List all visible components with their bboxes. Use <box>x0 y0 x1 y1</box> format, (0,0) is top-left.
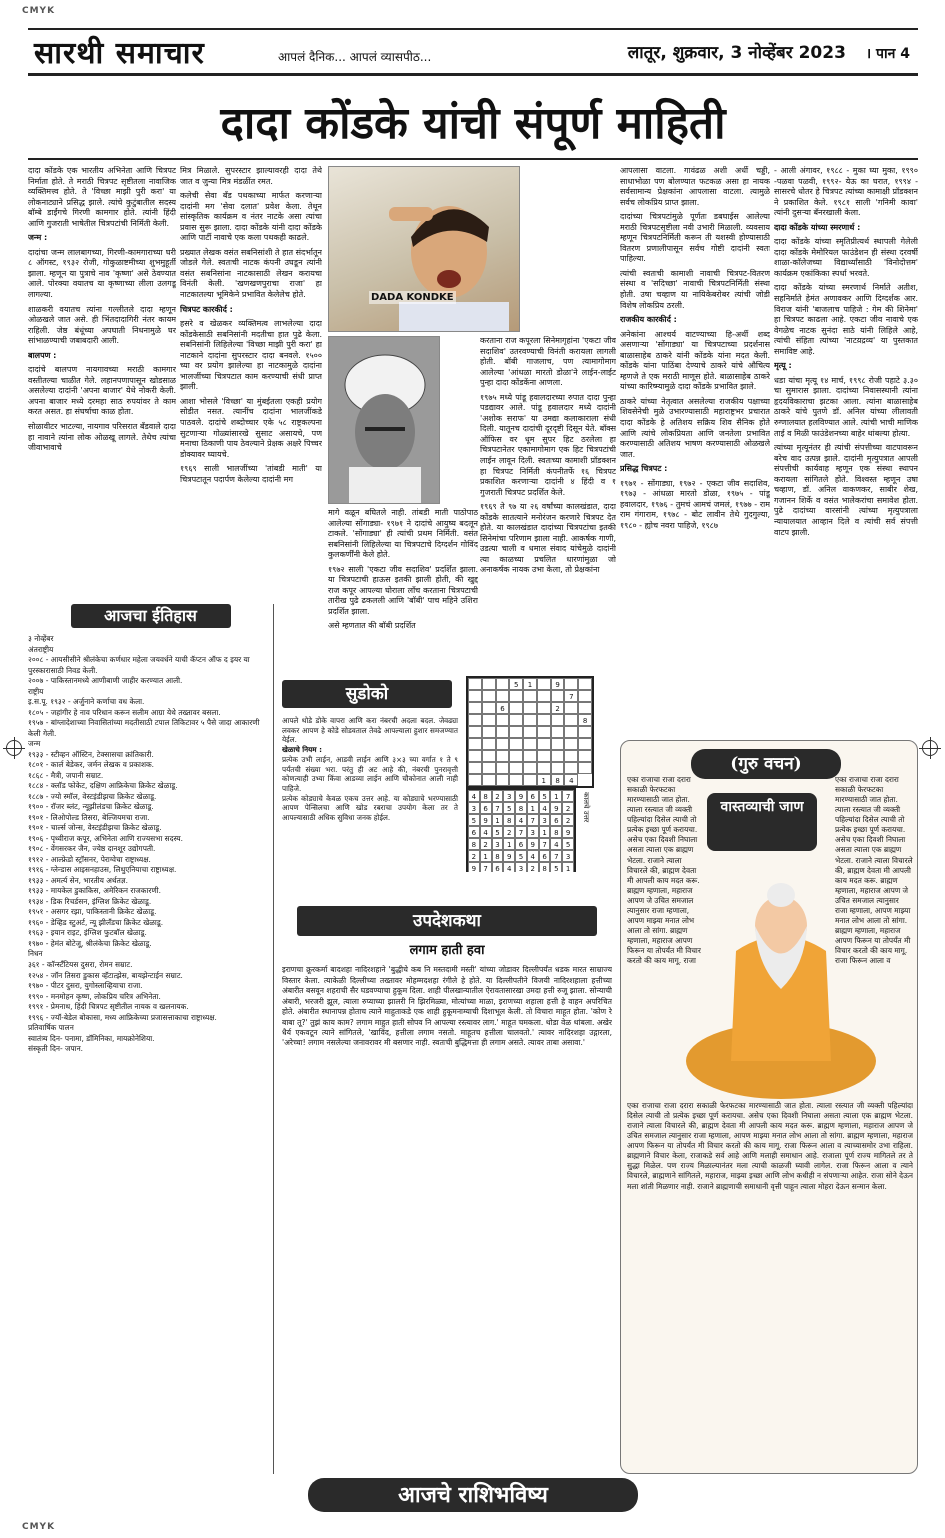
sudoku-cell[interactable] <box>496 750 510 762</box>
sudoku-cell: 1 <box>550 790 562 802</box>
paragraph: हसरे व खेळकर व्यक्तिमत्व लाभलेल्या दादा कोंडकेसाठी सबनिसांनी मदतीचा हात पुढे केला. सबनिसांनी लिहिलेल्या 'विच्छा माझी पुरी करा' हा नाटकाने दादांना सुपरस्टार दादा बनवले. १५०० च्या वर प्रयोग झालेल्या हा नाटकामुळे दादांना भालजींच्या चित्रपटात काम करण्याची संधी प्राप्त झाली. <box>180 319 322 392</box>
itihas-line: १९९६ - ज्यॉ-बेडेल बोकासा, मध्य आफ्रिकेच्या प्रजासत्ताकाचा राष्ट्राध्यक्ष. <box>28 1012 217 1022</box>
guru-text: एका राजाचा राजा दरारा सकाळी फेरफटका मारण्यासाठी जात होता. त्याला रस्त्यात जी व्यक्ती पहिल्यांदा दिसेल त्याची तो प्रत्येक इच्छा पूर्ण करायचा. असेच एका दिवशी निघाला असता त्याला एक ब्राह्मण भेटला. राजाने त्याला विचारले की, ब्राह्मण देवता मी आपली काय मदत करू. ब्राह्मण म्हणाला, महाराज आपण जे उचित समजाल त्यानुसार राजा म्हणाला, आपण माझ्या मनात लोभ आला तो सांगा. ब्राह्मण म्हणाला, महाराज आपण फिरून या तोपर्यंत मी विचार करतो की काय मागू. राजा <box>627 775 701 965</box>
subheading: मृत्यू : <box>774 361 792 371</box>
paragraph: दादा कोंडके यांच्या स्मृतिप्रीत्यर्थ स्थापली गेलेली दादा कोंडके मेमोरियल फाउंडेशन ही संस्था दरवर्षी शाळा-कॉलेजच्या विद्यार्थ्यांसाठी 'विनोदोत्तम' कार्यक्रम एकांकिका स्पर्धा भरवते. <box>774 237 918 278</box>
subheading: राजकीय कारकीर्द : <box>620 315 677 325</box>
itihas-line: १९०० - रॉजर ब्लंट, न्यूझीलंडचा क्रिकेट खेळाडू. <box>28 802 154 812</box>
sudoku-cell: 6 <box>550 814 562 826</box>
sudoku-cell[interactable] <box>523 702 537 714</box>
sudoku-cell[interactable] <box>523 714 537 726</box>
sudoku-cell[interactable]: 7 <box>564 690 578 702</box>
sudoku-cell[interactable] <box>551 726 565 738</box>
paragraph: अनेकांना आश्चर्य वाटण्याच्या हि-अर्थी शब्द असणाऱ्या 'सोंगाड्या' या चित्रपटाच्या प्रदर्शनास बाळासाहेब ठाकरे यांनी कोंडके यांना मदत केली. कोंडके यांना पाठिंबा देण्याचे ठाकरे यांचे औचित्य म्हणजे ते एक मराठी माणूस होते. बाळासाहेब ठाकरे यांच्या कारिष्म्यामुळे दादा कोंडके प्रभावित झाले. <box>620 329 770 392</box>
sudoku-cell[interactable]: 8 <box>578 714 592 726</box>
sudoku-cell[interactable] <box>537 738 551 750</box>
sudoku-cell: 5 <box>550 862 562 872</box>
sudoku-cell: 6 <box>515 838 527 850</box>
paragraph: - आली अंगावर, १९८८ - मुका घ्या मुका, १९९० -पळवा पळवी, १९९२- येऊ का घरात, १९९४ - सासरचे धोतर हे चित्रपट त्यांच्या कामाक्षी प्रॉडक्शन ने प्रकाशित केले. १९८१ साली 'गनिमी कावा' त्यांनी दुसऱ्या बॅनरखाली केला. <box>774 166 918 218</box>
guru-vachan-section <box>620 740 918 1474</box>
rashi-title: आजचे राशिभविष्य <box>308 1478 638 1512</box>
sudoku-cell: 6 <box>492 862 504 872</box>
sudoku-cell[interactable]: 6 <box>496 702 510 714</box>
sudoku-cell: 9 <box>527 838 539 850</box>
itihas-line: १९३३ - मायकेल डुकाकिस, अमेरिकन राजकारणी. <box>28 886 161 896</box>
paragraph: दादा कोंडके एक भारतीय अभिनेता आणि चित्रपट निर्माता होते. ते मराठी चित्रपट सृष्टीतला नावाजिक व्यक्तिमत्त्व होते. ते 'विच्छा माझी पुरी करा' या लोकनाट्याने प्रसिद्ध झाले. त्यांचे कुटुंबातील सदस्य बॉम्बे डाईंगचे गिरणी कामगार होते. त्यांनी हिंदी आणि गुजराती भाषेतील चित्रपटांची निर्मिती केली. <box>28 166 176 228</box>
sudoku-cell[interactable] <box>468 690 482 702</box>
itihas-line: राष्ट्रीय <box>28 686 44 696</box>
sudoku-cell[interactable] <box>564 750 578 762</box>
sudoku-cell[interactable] <box>537 702 551 714</box>
sudoku-cell: 3 <box>539 814 551 826</box>
itihas-line: २००७ - पाकिस्तानमध्ये आणीबाणी जाहीर करण्यात आली. <box>28 676 183 686</box>
photo-dada-kondke-smiling <box>328 166 520 332</box>
updesh-title: उपदेशकथा <box>297 906 597 936</box>
sudoku-cell[interactable] <box>509 702 523 714</box>
sudoku-cell[interactable] <box>482 714 496 726</box>
sudoku-cell: 3 <box>468 802 480 814</box>
paragraph: १९७२ साली 'एकटा जीव सदाशिव' प्रदर्शित झाला. या चित्रपटाची हाऊस इतकी झाली होती, की खुद्द राज कपूर आपल्या घोराला लाँच करताना चित्रपटाची तारीख पुढे ढकलली आणि 'बॉबी' पाच महिने उशिरा प्रदर्शित झाला. <box>328 564 478 616</box>
itihas-line: १८६८ - मैत्री, जपानी सम्राट. <box>28 770 104 780</box>
paragraph: त्यांची स्वतःची कामाशी नावाची चित्रपट-वितरण संस्था व 'सदिच्छा' नावाची चित्रपटनिर्मिती संस्था होती. उषा चव्हाण या नायिकेबरोबर त्यांची जोडी विशेष लोकप्रिय ठरली. <box>620 268 770 310</box>
paragraph: आशा भोसले 'विच्छा' या मुंबईतला एकही प्रयोग सोडीत नसत. त्यानींच दादांना भालजींकडे पाठवले. दादांचे शब्दोच्चार एके ५८ राष्ट्रकल्पना सुटणाऱ्या गोळ्यांसारखे सुसाट असायचे, पण मनाचा ठिकाणी पाय ठेवल्याने प्रेक्षक अक्षरे पिच्चर डोक्यावर घ्यायचे. <box>180 396 322 459</box>
itihas-line: अंतराष्ट्रीय <box>28 644 54 654</box>
portrait-illustration <box>329 167 520 332</box>
guru-title: (गुरु वचन) <box>691 749 841 779</box>
sudoku-cell: 8 <box>515 802 527 814</box>
sudoku-cell[interactable] <box>551 750 565 762</box>
sudoku-cell[interactable] <box>551 714 565 726</box>
masthead <box>28 28 918 76</box>
sudoku-cell: 5 <box>539 790 551 802</box>
rashi-header <box>28 1478 918 1518</box>
itihas-line: १९५७ - बांग्लादेशाच्या निवासितांच्या मदतीसाठी टपाल तिकिटावर ५ पैसे जादा आकारणी केली गेली. <box>28 718 260 738</box>
paragraph: १९७१ - सोंगाड्या, १९७२ - एकटा जीव सदाशिव, १९७३ - आंधळा मारतो डोळा, १९७५ - पांडू हवालदार, १९७६ - तुमचं आमचं जमलं, १९७७ - राम राम गंगाराम, १९७८ - बोट लावीन तेथे गुदगुल्या, १९८० - ह्योच नवरा पाहिजे, १९८७ <box>620 478 770 530</box>
subheading: बालपण : <box>28 350 57 360</box>
photo-caption: DADA KONDKE <box>371 292 454 303</box>
sudoku-cell[interactable] <box>523 738 537 750</box>
sudoku-cell: 4 <box>480 826 492 838</box>
sudoku-cell: 8 <box>550 826 562 838</box>
itihas-line: ३६१ - कॉन्स्टँटियस दुसरा, रोमन सम्राट. <box>28 959 133 969</box>
sudoku-cell[interactable] <box>509 762 523 774</box>
sudoku-cell: 4 <box>468 790 480 802</box>
paragraph: करताना राज कपूरला सिनेमागृहांना 'एकटा जीव सदाशिव' उतरवण्याची विनंती करायला लागली होती. बॉबी गाजलाच, पण त्यामागोमाग आलेल्या 'आंधळा मारतो डोळा'ने लाईन-लाईट पुन्हा दादा कोंडकेंना आणला. <box>480 336 616 388</box>
sudoku-cell: 2 <box>562 814 574 826</box>
sudoku-cell: 9 <box>503 850 515 862</box>
sudoku-cell: 3 <box>503 790 515 802</box>
sudoku-cell: 7 <box>562 790 574 802</box>
sudoku-cell[interactable] <box>468 714 482 726</box>
sudoku-cell[interactable] <box>578 750 592 762</box>
sudoku-cell[interactable] <box>496 762 510 774</box>
dateline <box>628 42 910 64</box>
sudoku-cell: 2 <box>527 862 539 872</box>
sudoku-cell[interactable] <box>551 762 565 774</box>
updesh-section <box>282 906 612 1474</box>
itihas-line: संस्कृती दिन- जपान. <box>28 1044 84 1054</box>
sudoku-cell[interactable] <box>523 762 537 774</box>
sudoku-cell[interactable]: 9 <box>551 678 565 690</box>
paragraph: मागे वळून बघितले नाही. तांबडी माती पाठोपाठ आलेल्या सोंगाड्या- १९७१ ने दादांचे आयुष्य बदलून टाकले. 'सोंगाड्या' ही त्यांची प्रथम निर्मिती. वसंत सबनिसांनी लिहिलेल्या या चित्रपटाचे दिग्दर्शन गोविंद कुलकर्णींनी केले होते. <box>328 508 478 560</box>
sudoku-cell: 1 <box>480 850 492 862</box>
sudoku-cell[interactable] <box>468 738 482 750</box>
guru-text: एका राजाचा राजा दरारा सकाळी फेरफटका मारण्यासाठी जात होता. त्याला रस्त्यात जी व्यक्ती पहिल्यांदा दिसेल त्याची तो प्रत्येक इच्छा पूर्ण करायचा. असेच एका दिवशी निघाला असता त्याला एक ब्राह्मण भेटला. राजाने त्याला विचारले की, ब्राह्मण देवता मी आपली काय मदत करू. ब्राह्मण म्हणाला, महाराज आपण जे उचित समजाल त्यानुसार राजा म्हणाला, आपण माझ्या मनात लोभ आला तो सांगा. ब्राह्मण म्हणाला, महाराज आपण फिरून या तोपर्यंत मी विचार करतो की काय मागू. राजा फिरून आला व <box>835 775 913 965</box>
paragraph: मित्र मिळाले. सुपरस्टार झाल्यावरही दादा तेथे जात व जुन्या मित्र मंडळींत रमत. <box>180 166 322 186</box>
sudoku-cell: 9 <box>562 826 574 838</box>
sudoku-cell[interactable] <box>482 678 496 690</box>
paragraph: शाळकरी वयातच त्यांना गल्लीतले दादा म्हणून ओळखले जात असे. ही भिंतदादागिरी नंतर कायम राहिली. जेष्ठ बंधूंच्या अपघाती निधनामुळे घर सांभाळण्याची जबाबदारी आली. <box>28 304 176 346</box>
sudoku-cell: 8 <box>480 790 492 802</box>
cmyk-mark-bottom: CMYK <box>22 1522 56 1532</box>
sudoku-cell[interactable]: 5 <box>509 678 523 690</box>
article-col-1 <box>28 166 176 600</box>
sudoku-cell: 5 <box>562 838 574 850</box>
sudoku-cell: 7 <box>550 850 562 862</box>
sudoku-cell[interactable]: 2 <box>551 702 565 714</box>
sudoku-cell: 7 <box>515 826 527 838</box>
updesh-text: इराणचा क्रूरकर्मा बादशहा नादिरशहाने 'बुद्धीचे कब नि मस्तदामी मस्ती' यांच्या जोडावर दिल्लीपर्यंत धडक मारत साम्राज्य विस्तार केला. त्याकेळी दिल्लीच्या तख्तावर मोहम्मदशहा रंगीले हे होते. या दिल्लीपतीने विजयी नादिरशहाला हत्तीच्या अंबारीत बसवून शहराची सैर घडवण्याचा हुकूम दिला. शाही पीलखान्यातील ऐरावतासारखा उमदा हत्ती रुजू झाला. सोन्याची अंबारी, भरजरी झूल, त्याला रुप्याच्या झालरी नि झिरमिळ्या, मोत्यांच्या माळा, इराणच्या शहाला हत्ती हे वाहन अपरिचित होते. अंबारीत स्थानापन्न होताच त्याने माहुताकडे एक शाही हुकूमनाम्याची दिशाभूल केली. तो विचारा माहूत होता. 'कोण रे बाबा तू?' तुझं काय काम? लगाम माहुत हाती सोपव नि आपल्या रस्त्यावर लाग.' माहूत चमकला. थोडा वेळ थांबला. अखेर धैर्य एकवटून त्याने सांगितले, 'खाविंद, हत्तीला लगाम नसतो. माहूतच हत्तीला चालवतो.' त्यावर नादिरशहा उद्गारला, 'अरेच्चा! लगाम नसलेल्या जनावरावर मी बसणार नाही. स्वतःची बुद्धिमत्ता ही लगाम असते. त्यावर ताबा असावा.' <box>282 965 612 1048</box>
sudoku-cell: 5 <box>492 826 504 838</box>
sudoku-cell[interactable] <box>482 738 496 750</box>
sudoku-cell: 6 <box>527 790 539 802</box>
paragraph: त्यांच्या मृत्यूनंतर ही त्यांची संपत्तीच्या वाटपावरून बरेच वाद उत्पन्न झाले. दादांनी मृत्युपत्रात आपली संपत्तीची कार्यवाह म्हणून एक संस्था स्थापन करायला सांगितले होते. विश्वस्त म्हणून उषा चव्हाण, डॉ. अनिल वाकणकर, साबीर शेख, गजानन शिर्के व वसंत भालेकरांचा समावेश होता. पुढे दादांच्या वारसांनी त्यांच्या मृत्युपत्राला न्यायालयात आव्हान दिले व त्यांची सर्व संपत्ती वाटप झाली. <box>774 443 918 537</box>
sudoku-cell: 4 <box>515 814 527 826</box>
itihas-line: इ.स.पू. १९३२ - अर्जुनाने कर्णाचा वध केला. <box>28 697 145 707</box>
sudoku-cell[interactable] <box>537 690 551 702</box>
sudoku-cell: 1 <box>562 862 574 872</box>
guru-text: एका राजाचा राजा दरारा सकाळी फेरफटका मारण्यासाठी जात होता. त्याला रस्त्यात जी व्यक्ती पहिल्यांदा दिसेल त्याची तो प्रत्येक इच्छा पूर्ण करायचा. असेच एका दिवशी निघाला असता त्याला एक ब्राह्मण भेटला. राजाने त्याला विचारले की, ब्राह्मण देवता मी आपली काय मदत करू. ब्राह्मण म्हणाला, महाराज आपण जे उचित समजाल त्यानुसार राजा म्हणाला, आपण माझ्या मनात लोभ आला तो सांगा. ब्राह्मण म्हणाला, महाराज आपण फिरून या तोपर्यंत मी विचार करतो की काय मागू. राजा फिरून आला व त्याच्यासमोर उभा राहिला. ब्राह्मणाने विचार केला, राजाकडे सर्व आहे आणि मलाही समाधान आहे. राजाला पूर्ण राज्य मागितले तर ते सुद्धा मिळेल. पण राज्य मिळाल्यानंतर मला त्याची काळजी घ्यावी लागेल. राजा फिरून आला व त्याने विचारले, ब्राह्मणाने सांगितले, महाराज, माझ्या इच्छा आणि लोभ कधीही न संपणाऱ्या आहेत. राजा सोने देऊन मला शांती मिळणार नाही. राजाने ब्राह्मणाची समाधानी वृत्ती पाहून त्याला मोहरा देऊन सन्मान केला. <box>627 1101 913 1191</box>
sudoku-cell[interactable] <box>537 678 551 690</box>
paragraph: आपलासा वाटला. गावंढळ अशी अर्धी चड्डी, साधाभोळा पण बोलण्यात फटकळ असा हा नायक सर्वसामान्य प्रेक्षकांना आपलासा वाटला. त्यामुळे सर्वच लोकप्रिय प्राप्त झाला. <box>620 166 770 207</box>
paragraph: १९६९ साली भालजींच्या 'तांबडी माती' या चित्रपटातून पदार्पण केलेल्या दादांनी मग <box>180 464 322 484</box>
sudoku-cell: 8 <box>468 838 480 850</box>
sudoku-cell: 2 <box>468 850 480 862</box>
sudoku-instructions <box>282 716 458 823</box>
sudoku-cell[interactable] <box>482 726 496 738</box>
article-col-3 <box>328 508 478 668</box>
sudoku-cell[interactable]: 1 <box>537 774 551 786</box>
itihas-line: १९०८ - वेंगसरकर जैन, ज्येष्ठ दानशूर उद्योगपती. <box>28 844 156 854</box>
subheading: प्रसिद्ध चित्रपट : <box>620 464 668 474</box>
itihas-line: १८०१ - कार्ल बेडेकर, जर्मन लेखक व प्रकाशक. <box>28 760 155 770</box>
sudoku-cell[interactable] <box>537 726 551 738</box>
sudoku-cell[interactable] <box>564 678 578 690</box>
article-col-4 <box>480 336 616 668</box>
sudoku-cell[interactable] <box>468 726 482 738</box>
sudoku-cell: 4 <box>550 838 562 850</box>
itihas-date: ३ नोव्हेंबर <box>28 634 54 643</box>
sudoku-cell[interactable] <box>564 726 578 738</box>
sudoku-cell: 9 <box>480 814 492 826</box>
sudoku-cell: 1 <box>539 826 551 838</box>
guru-subtitle: वास्तव्याची जाण <box>707 793 817 851</box>
itihas-title: आजचा ईतिहास <box>71 604 231 628</box>
itihas-lines <box>28 645 269 1055</box>
itihas-line: १८०५ - जहांगीर हे नाव परिधान करून सलीम आग्रा येथे तख्तावर बसला. <box>28 707 221 717</box>
sudoku-cell[interactable] <box>523 690 537 702</box>
sudoku-cell[interactable] <box>523 750 537 762</box>
sudoku-cell: 2 <box>480 838 492 850</box>
sudoku-cell[interactable]: 8 <box>551 774 565 786</box>
sudoku-rules-title: खेळाचे नियम : <box>282 745 322 755</box>
sudoku-cell[interactable] <box>482 690 496 702</box>
updesh-subtitle: लगाम हाती हवा <box>409 943 485 958</box>
sudoku-cell: 3 <box>492 838 504 850</box>
sudoku-cell[interactable] <box>496 678 510 690</box>
sudoku-cell: 7 <box>527 814 539 826</box>
sudoku-cell[interactable] <box>509 774 523 786</box>
paragraph: ठाकरे यांच्या नेतृत्वात असलेल्या राजकीय पक्षाच्या शिवसेनेची मुळे उभारण्यासाठी महाराष्ट्रभर प्रचारात दादा कोंडके हे अतिशय सक्रिय शिव सैनिक होते आणि त्यांचे लोकप्रियता आणि जनतेला प्रभावित करण्यासाठी अतिशय भाषण करण्यासाठी ओळखले जात. <box>620 396 770 459</box>
sudoku-cell[interactable] <box>578 762 592 774</box>
itihas-line: १८८४ - क्लॉड फोकेट, दक्षिण आफ्रिकेचा क्रिकेट खेळाडू. <box>28 781 178 791</box>
sudoku-cell: 4 <box>527 850 539 862</box>
sudoku-cell[interactable] <box>482 762 496 774</box>
sudoku-cell: 9 <box>468 862 480 872</box>
sudoku-cell: 9 <box>550 802 562 814</box>
sudoku-rules2: प्रत्येक कोड्याचे केवळ एकच उत्तर आहे. या कोड्याचे भरण्यासाठी आपण पेन्सिलचा आणि खोड रबराचा उपयोग केला तर ते आपल्यासाठी अधिक सुविधा जनक होईल. <box>282 793 458 823</box>
sudoku-cell[interactable] <box>551 738 565 750</box>
sudoku-cell: 7 <box>539 838 551 850</box>
sudoku-cell[interactable] <box>482 702 496 714</box>
tagline: आपलं दैनिक... आपलं व्यासपीठ... <box>278 50 432 64</box>
itihas-line: जन्म <box>28 739 41 749</box>
sudoku-cell: 7 <box>492 802 504 814</box>
portrait-illustration <box>329 337 440 504</box>
sudoku-cell[interactable]: 4 <box>564 774 578 786</box>
headline-banner <box>28 88 918 160</box>
itihas-line: १९७० - हेमंत बोटेजू, श्रीलंकेचा क्रिकेट खेळाडू. <box>28 938 152 948</box>
sudoku-cell[interactable] <box>509 726 523 738</box>
itihas-line: १९९१ - प्रेमनाथ, हिंदी चित्रपट सृष्टीतील नायक व खलनायक. <box>28 1002 189 1012</box>
article-col-6 <box>774 166 918 726</box>
paragraph: १९७५ मध्ये पांडू हवालदारच्या रुपात दादा पुन्हा पडद्यावर आले. पांडू हवालदार मध्ये दादांनी 'अशोक सराफ' या उमद्या कलाकाराला संधी दिली. यातूनच दादांची दूरदृष्टी दिसून येते. बॉक्स ऑफिस वर धूम सुपर हिट ठरलेला हा चित्रपटानेतर एकामागोमाग एक हिट चित्रपटांची लाईन लावून दिली. स्वतःच्या कामाशी प्रॉडक्शन हा चित्रपट निर्मिती कंपनीतर्फे १६ चित्रपट प्रकाशित करणाऱ्या दादांनी ४ हिंदी व १ गुजराती चित्रपट प्रदर्शित केले. <box>480 392 616 497</box>
sudoku-cell: 3 <box>527 826 539 838</box>
itihas-line: १९३४ - डिक रिचर्डसन, इंग्लिश क्रिकेट खेळाडू. <box>28 896 152 906</box>
sudoku-cell[interactable] <box>578 702 592 714</box>
sudoku-cell: 1 <box>492 814 504 826</box>
sudoku-section <box>282 672 612 872</box>
sudoku-cell[interactable] <box>537 750 551 762</box>
sudoku-cell: 9 <box>515 790 527 802</box>
sudoku-cell[interactable] <box>468 762 482 774</box>
sudoku-cell: 5 <box>515 850 527 862</box>
sudoku-cell[interactable] <box>482 750 496 762</box>
sudoku-cell[interactable] <box>468 774 482 786</box>
sudoku-intro: आपले थोडे डोके वापरा आणि करा नंबरची अदला बदल. जेवढ्या लवकर आपण हे कोडे सोडवताल तेवढे आपल्याला हुशार समजण्यात येईल. <box>282 716 458 745</box>
paragraph: दादा कोंडके यांच्या स्मरणार्थ निर्माते अतीश, सहनिर्माते हेमंत अणावकर आणि दिग्दर्शक आर. विराज यांनी 'बाजलाच पाहिजे : गेम की शिनेमा' हा चित्रपट काढला आहे. एकटा जीव नावाचे एक वेगळेच नाटक सुनंदा साठे यांनी लिहिले आहे, त्यांची संहिता त्यांच्या 'नाटय़द्रव्य' या पुस्तकात समाविष्ट आहे. <box>774 283 918 356</box>
sudoku-cell[interactable] <box>578 678 592 690</box>
itihas-body <box>28 634 273 1055</box>
sudoku-cell[interactable] <box>537 714 551 726</box>
paragraph: १९६९ ते ९७ या २६ वर्षांच्या कालखंडात, दादा कोंडके सातत्याने मनोरंजन करणारे चित्रपट देत होते. या कालखंडात दादांच्या चित्रपटांचा इतकी सिनेमांचा परिणाम झाला नाही. आकर्षक गाणी, उडत्या चाली व धमाल संवाद यांचेमुळे दादांनी त्या काळच्या प्रचलित धारणांमुळा जो अनाकर्षक नायक उभा केला, तो प्रेक्षकांना <box>480 502 616 575</box>
itihas-line: १९५१ - असगर रझा, पाकिस्तानी क्रिकेट खेळाडू. <box>28 907 157 917</box>
sudoku-cell[interactable] <box>551 690 565 702</box>
itihas-line: २००८ - आयसीसीने श्रीलंकेचा कर्णधार महेला जयवर्धने याची कॅप्टन ऑफ द इयर या पुरस्कारासाठी निवड केली. <box>28 655 250 675</box>
sudoku-cell[interactable] <box>468 678 482 690</box>
brand-title: सारथी समाचार <box>34 36 205 71</box>
sudoku-cell[interactable] <box>496 774 510 786</box>
paragraph: कलेची सेवा बँड पथकाच्या मार्फत करणाऱ्या दादांनी मग 'सेवा दलात' प्रवेश केला. तेथून सांस्कृतिक कार्यक्रम व नंतर नाटके असा त्यांचा प्रवास सुरू झाला. दादा कोंडके यांनी दादा कोंडके आणि पार्टी नावाचे एक कला पथकही काढले. <box>180 191 322 243</box>
itihas-line: १९६३ - इयान राइट, इंग्लिश फुटबॉल खेळाडू. <box>28 928 147 938</box>
sudoku-cell[interactable] <box>509 690 523 702</box>
sudoku-cell[interactable]: 1 <box>523 678 537 690</box>
itihas-line: १९३३ - अमर्त्य सेन, भारतीय अर्थतज्ञ. <box>28 875 128 885</box>
photo-dada-kondke-turban <box>328 336 440 504</box>
sudoku-cell: 8 <box>503 814 515 826</box>
sudoku-cell[interactable] <box>564 714 578 726</box>
sudoku-cell[interactable] <box>523 774 537 786</box>
itihas-line: निधन <box>28 949 43 959</box>
sudoku-answer-label: कालचे उत्तर <box>582 792 590 823</box>
sudoku-cell[interactable] <box>496 714 510 726</box>
article-col-5 <box>620 166 770 726</box>
sudoku-cell: 2 <box>562 802 574 814</box>
sudoku-rules: प्रत्येक उभी लाईन, आडवी लाईन आणि ३×३ च्या वर्गात १ ते ९ पर्यंतची संख्या भरा. परंतु ही अट आहे की, नंबरची पुनरावृत्ती कोणत्याही उभ्या किंवा आडव्या लाईन आणि चौकोनात आली नाही पाहिजे. <box>282 754 458 794</box>
subheading: चित्रपट कारकीर्द : <box>180 304 233 314</box>
itihas-section <box>28 604 274 1474</box>
paragraph: प्रख्यात लेखक वसंत सबनिसांशी ते हात संदर्भातून जोडले गेले. स्वतःची नाटक कंपनी उघडून त्यांनी वसंत सबनिसांना नाटकासाठी लेखन करायचा विनंती केली. 'खणखणपुराचा राजा' हा नाटकातल्या भूमिकेने प्रभावित केलेलेच होते. <box>180 247 322 300</box>
itihas-line: १९६० - डेव्हिड स्टुअर्ट, न्यू झीलँडचा क्रिकेट खेळाडू. <box>28 917 164 927</box>
itihas-line: १२५४ - जॉन तिसरा डुकास व्हॅटात्झेस, बायझेन्टाईन सम्राट. <box>28 970 183 980</box>
sudoku-cell[interactable] <box>578 690 592 702</box>
sudoku-cell[interactable] <box>509 750 523 762</box>
sudoku-puzzle-grid[interactable] <box>466 676 594 788</box>
sudoku-cell: 5 <box>468 814 480 826</box>
sudoku-cell: 5 <box>503 802 515 814</box>
itihas-line: १९१२ - आल्फ्रेडो स्ट्रॉसनर, पेराग्वेचा राष्ट्राध्यक्ष. <box>28 854 151 864</box>
sudoku-cell: 3 <box>562 850 574 862</box>
sudoku-cell: 7 <box>480 862 492 872</box>
sudoku-cell: 2 <box>503 826 515 838</box>
itihas-line: १९०६ - पृथ्वीराज कपूर, अभिनेता आणि राज्यसभा सदस्य. <box>28 833 184 843</box>
itihas-line: १९१६ - ग्लेन्डास आइसनहाउस, लिथुएनियाचा राष्ट्राध्यक्ष. <box>28 865 177 875</box>
sudoku-cell: 4 <box>539 802 551 814</box>
sudoku-cell[interactable] <box>509 714 523 726</box>
registration-mark-right <box>922 740 938 756</box>
sudoku-cell: 2 <box>492 790 504 802</box>
paragraph: सोळावीटर भाटल्या, नायगाव परिसरात बँडवाले दादा हा नावाने त्यांना लोक ओळखू लागले. तेथेच त्यांचा जीवाभावाचे <box>28 422 176 453</box>
sudoku-cell[interactable] <box>468 702 482 714</box>
itihas-line: १९०१ - चार्ल्स जोन्स, वेस्टइंडीझचा क्रिकेट खेळाडू. <box>28 823 162 833</box>
registration-mark-left <box>6 740 22 756</box>
sudoku-title: सुडोको <box>282 680 452 708</box>
sudoku-cell[interactable] <box>509 738 523 750</box>
sudoku-cell[interactable] <box>523 726 537 738</box>
sudoku-cell: 6 <box>539 850 551 862</box>
itihas-line: प्रतिवार्षिक पालन <box>28 1023 74 1033</box>
itihas-line: १८८७ - ज्यो स्मॉल, वेस्टइंडीझचा क्रिकेट खेळाडू. <box>28 791 157 801</box>
sudoku-cell[interactable] <box>578 738 592 750</box>
sudoku-cell: 4 <box>503 862 515 872</box>
paragraph: दादांच्या चित्रपटांमुळे पूर्णतः डबघाईस आलेल्या मराठी चित्रपटसृष्टीला नवी उभारी मिळाली. व्यवसाय म्हणून चित्रपटनिर्मिती करून ती यशस्वी होण्यासाठी वितरण प्रणालीपासून सर्वच गोष्टी दादांनी स्वतः पाहिल्या. <box>620 212 770 264</box>
sudoku-cell[interactable] <box>482 774 496 786</box>
itihas-line: १९३३ - स्टीव्हन ऑस्टिन, टेक्सासचा क्रांतिकारी. <box>28 749 154 759</box>
sudoku-cell: 1 <box>503 838 515 850</box>
paragraph: दादांचे बालपण नायगावच्या मराठी कामगार वस्तीतल्या चाळीत गेले. लहानपणापासून खोडसाळ असलेल्या दादांनी 'अपना बाजार' येथे नोकरी केली. अपना बाजार मध्ये दरमहा साठ रुपयांवर ते काम करत असत. हा संघर्षाचा काळ होता. <box>28 365 176 417</box>
sudoku-cell[interactable] <box>496 726 510 738</box>
itihas-line: १९७० - पीटर दुसरा, युगोस्लाव्हियाचा राजा. <box>28 981 143 991</box>
date: लातूर, शुक्रवार, 3 नोव्हेंबर 2023 <box>627 43 846 63</box>
sudoku-cell[interactable] <box>578 726 592 738</box>
sudoku-cell: 6 <box>468 826 480 838</box>
sudoku-cell[interactable] <box>564 702 578 714</box>
sudoku-cell[interactable] <box>537 762 551 774</box>
paragraph: असे म्हणतात की बॉबी प्रदर्शित <box>328 621 416 631</box>
sudoku-cell[interactable] <box>496 738 510 750</box>
page-number: । पान 4 <box>865 46 910 62</box>
sudoku-cell[interactable] <box>564 762 578 774</box>
subheading: जन्म : <box>28 233 48 243</box>
headline: दादा कोंडके यांची संपूर्ण माहिती <box>220 98 726 149</box>
sudoku-cell: 3 <box>515 862 527 872</box>
subheading: दादा कोंडके यांच्या स्मरणार्थ : <box>774 222 861 232</box>
cmyk-mark-top: CMYK <box>22 6 56 16</box>
sudoku-cell: 8 <box>492 850 504 862</box>
paragraph: धडा यांचा मृत्यू १४ मार्च, १९९८ रोजी पहाटे ३.३० चा सुमारास झाला. दादांच्या निवासस्थानी त्यांना हृदयविकाराचा झटका आला. त्यांना बाळासाहेब ठाकरे यांचे पुतणे डॉ. अनिल यांच्या लीलावती रुग्णालयात हलविण्यात आले. त्यांची भाची माणिक ताई व मिळी फाउंडेशनच्या बाहेर थांबल्या होत्या. <box>774 375 918 438</box>
sudoku-cell: 8 <box>539 862 551 872</box>
sudoku-answer-grid <box>466 788 576 872</box>
sudoku-cell: 1 <box>527 802 539 814</box>
sudoku-cell[interactable] <box>468 750 482 762</box>
sudoku-cell: 6 <box>480 802 492 814</box>
itihas-line: १९९० - मनमोहन कृष्ण, लोकप्रिय चरित्र अभिनेता. <box>28 991 161 1001</box>
paragraph: दादांचा जन्म लालबागच्या, गिरणी-कामगाराच्या घरी ८ ऑगस्ट, १९३२ रोजी, गोकुळाष्टमीच्या शुभमुहूर्ती झाला. म्हणून या पुत्राचे नाव 'कृष्णा' असे ठेवण्यात आले. पोरक्या वयातच या कृष्णाच्या लीला उलगडू लागल्या. <box>28 247 176 300</box>
sudoku-cell[interactable] <box>564 738 578 750</box>
itihas-line: १९०१ - लिओपोल्ड तिसरा, बेल्जियमचा राजा. <box>28 812 150 822</box>
itihas-line: स्वातंत्र्य दिन- पनामा, डॉमिनिका, मायक्रोनेशिया. <box>28 1033 155 1043</box>
sudoku-cell[interactable] <box>496 690 510 702</box>
article-col-2 <box>180 166 322 600</box>
